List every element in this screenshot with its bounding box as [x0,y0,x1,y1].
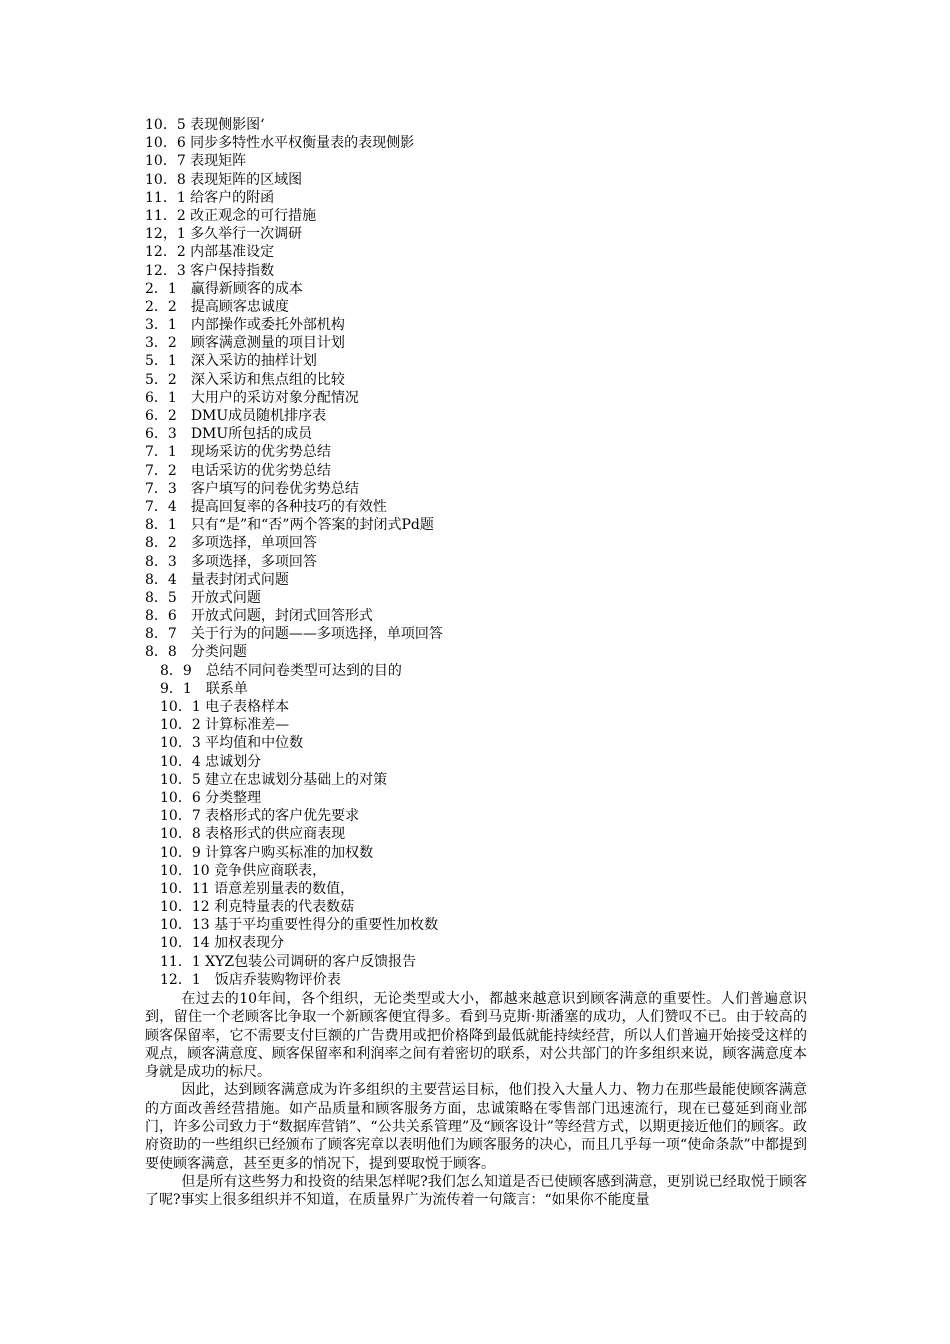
body-paragraph: 但是所有这些努力和投资的结果怎样呢?我们怎么知道是否已使顾客感到满意，更别说已经取悦于顾客了呢?事实上很多组织并不知道，在质量界广为流传着一句箴言：“如果你不能度量 [145,1173,807,1209]
toc-line: 10．9 计算客户购买标准的加权数 [160,844,374,861]
toc-line: 10．6 分类整理 [160,789,262,806]
toc-line: 10．1 电子表格样本 [160,699,290,715]
toc-line: 2．2 提高顾客忠诚度 [145,298,289,315]
toc-line: 6．1 大用户的采访对象分配情况 [145,389,359,406]
toc-line: 11．1 XYZ包装公司调研的客户反馈报告 [160,953,417,970]
toc-line: 10．10 竞争供应商联表， [160,862,327,879]
toc-line: 3．1 内部操作或委托外部机构 [145,317,345,334]
toc-line: 10．8 表格形式的供应商表现 [160,826,346,843]
toc-line: 8．3 多项选择，多项回答 [145,553,317,570]
toc-line: 12．3 客户保持指数 [145,262,275,279]
toc-line: 10．8 表现矩阵的区域图 [145,171,303,188]
toc-line: 7．2 电话采访的优劣势总结 [145,462,331,479]
toc-line: 6．3 DMU所包括的成员 [145,426,313,443]
toc-line: 7．3 客户填写的问卷优劣势总结 [145,480,359,497]
toc-line: 11．2 改正观念的可行措施 [145,207,317,224]
toc-line: 7．4 提高回复率的各种技巧的有效性 [145,498,387,515]
toc-line: 12，1 多久举行一次调研 [145,226,303,243]
toc-line: 2．1 赢得新顾客的成本 [145,280,303,297]
toc-line: 11．1 给客户的附函 [145,189,275,206]
toc-line: 10．2 计算标准差— [160,717,290,734]
toc-line: 10．3 平均值和中位数 [160,735,304,752]
body-paragraph: 在过去的10年间，各个组织，无论类型或大小，都越来越意识到顾客满意的重要性。人们普遍意识到，留住一个老顾客比争取一个新顾客便宜得多。看到马克斯·斯潘塞的成功，人们赞叹不已。由于较高的顾客保留率，它不需要支付巨额的广告费用或把价格降到最低就能持续经营，所以人们普遍开始接受这样的观点，顾客满意度、顾客保留率和利润率之间有着密切的联系，对公共部门的许多组织来说，顾客满意度本身就是成功的标尺。 [145,991,807,1081]
toc-line: 8．7 关于行为的问题——多项选择，单项回答 [145,626,443,643]
toc-line: 8．9 总结不同问卷类型可达到的目的 [160,662,402,679]
toc-line: 8．2 多项选择，单项回答 [145,535,317,552]
table-list [145,116,825,989]
toc-line: 8．8 分类问题 [145,644,247,661]
toc-line: 10．7 表现矩阵 [145,153,247,170]
body-text [145,990,807,1210]
toc-line: 10．5 建立在忠诚划分基础上的对策 [160,771,388,788]
toc-line: 10．13 基于平均重要性得分的重要性加枚数 [160,917,439,934]
toc-line: 12．1 饭店乔装购物评价表 [160,971,341,988]
toc-line: 10．7 表格形式的客户优先要求 [160,808,360,825]
toc-line: 10．12 利克特量表的代表数菇 [160,899,355,916]
toc-line: 6．2 DMU成员随机排序表 [145,408,327,424]
toc-line: 3．2 顾客满意测量的项目计划 [145,335,345,352]
toc-line: 12．2 内部基准设定 [145,244,275,261]
toc-line: 10．4 忠诚划分 [160,753,262,770]
toc-line: 8．1 只有“是”和“否”两个答案的封闭式Pd题 [145,517,434,534]
toc-line: 8．6 开放式问题，封闭式回答形式 [145,608,373,625]
toc-line: 10．11 语意差别量表的数值， [160,880,355,897]
body-paragraph: 因此，达到顾客满意成为许多组织的主要营运目标，他们投入大量人力、物力在那些最能使顾客满意的方面改善经营措施。如产品质量和顾客服务方面，忠诚策略在零售部门迅速流行，现在已蔓延到商业部门，许多公司致力于“数据库营销”、“公共关系管理”及“顾客设计”等经营方式，以期更接近他们的顾客。政府资助的一些组织已经颁布了顾客宪章以表明他们为顾客服务的决心，而且几乎每一项“使命条款”中都提到要使顾客满意，甚至更多的悄况下，提到要取悦于顾客。 [145,1082,807,1172]
toc-line: 10．14 加权表现分 [160,935,285,952]
toc-line: 5．1 深入采访的抽样计划 [145,353,317,370]
toc-line: 8．4 量表封闭式问题 [145,571,289,588]
toc-line: 10．6 同步多特性水平权衡量表的表现侧影 [145,135,415,152]
toc-line: 8．5 开放式问题 [145,589,261,606]
toc-line: 7．1 现场采访的优劣势总结 [145,444,331,461]
toc-line: 9．1 联系单 [160,680,248,697]
toc-line: 5．2 深入采访和焦点组的比较 [145,371,345,388]
toc-line: 10．5 表现侧影图‘ [145,117,265,133]
